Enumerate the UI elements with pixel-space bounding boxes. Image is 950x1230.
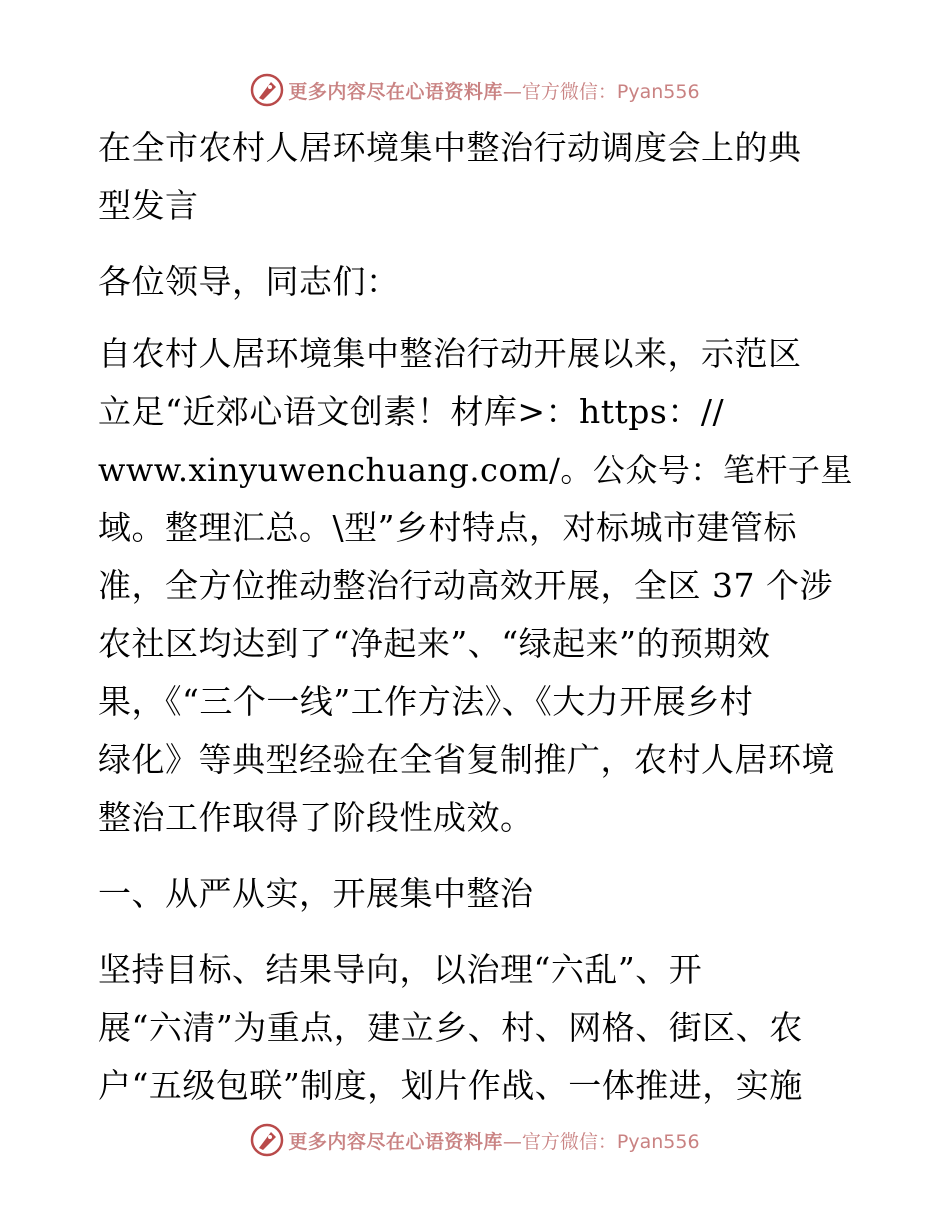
paragraph-1-line: 整治工作取得了阶段性成效。	[98, 798, 534, 837]
document-title-line-2: 型发言	[98, 186, 199, 225]
section-heading-1: 一、从严从实，开展集中整治	[98, 874, 534, 913]
paragraph-1-line: 准，全方位推动整治行动高效开展，全区 37 个涉	[98, 566, 833, 605]
paragraph-2-line: 坚持目标、结果导向，以治理“六乱”、开	[98, 950, 703, 989]
pen-nib-logo-icon	[250, 73, 284, 107]
paragraph-1-line: 农社区均达到了“净起来”、“绿起来”的预期效	[98, 624, 771, 663]
paragraph-1-line: 立足“近郊心语文创素！材库>：https：//	[98, 392, 725, 431]
pen-nib-logo-icon	[250, 1123, 284, 1157]
banner-contact-text: —官方微信：Pyan556	[502, 80, 700, 103]
banner-brand-text: 更多内容尽在心语资料库	[288, 80, 503, 103]
header-banner	[0, 70, 950, 110]
paragraph-2-line: 户“五级包联”制度，划片作战、一体推进，实施	[98, 1066, 803, 1105]
paragraph-1-line: 果，《“三个一线”工作方法》、《大力开展乡村	[98, 682, 754, 721]
paragraph-1-line: www.xinyuwenchuang.com/。公众号：笔杆子星	[98, 451, 853, 489]
paragraph-1-line: 域。整理汇总。\型”乡村特点，对标城市建管标	[98, 508, 797, 547]
footer-banner	[0, 1120, 950, 1160]
salutation: 各位领导，同志们：	[98, 262, 400, 301]
document-title-line-1: 在全市农村人居环境集中整治行动调度会上的典	[98, 128, 802, 167]
paragraph-2-line: 展“六清”为重点，建立乡、村、网格、街区、农	[98, 1008, 803, 1047]
banner-brand-text: 更多内容尽在心语资料库	[288, 1130, 503, 1153]
paragraph-1-line: 自农村人居环境集中整治行动开展以来，示范区	[98, 334, 802, 373]
banner-contact-text: —官方微信：Pyan556	[502, 1130, 700, 1153]
paragraph-1-line: 绿化》等典型经验在全省复制推广，农村人居环境	[98, 740, 835, 779]
